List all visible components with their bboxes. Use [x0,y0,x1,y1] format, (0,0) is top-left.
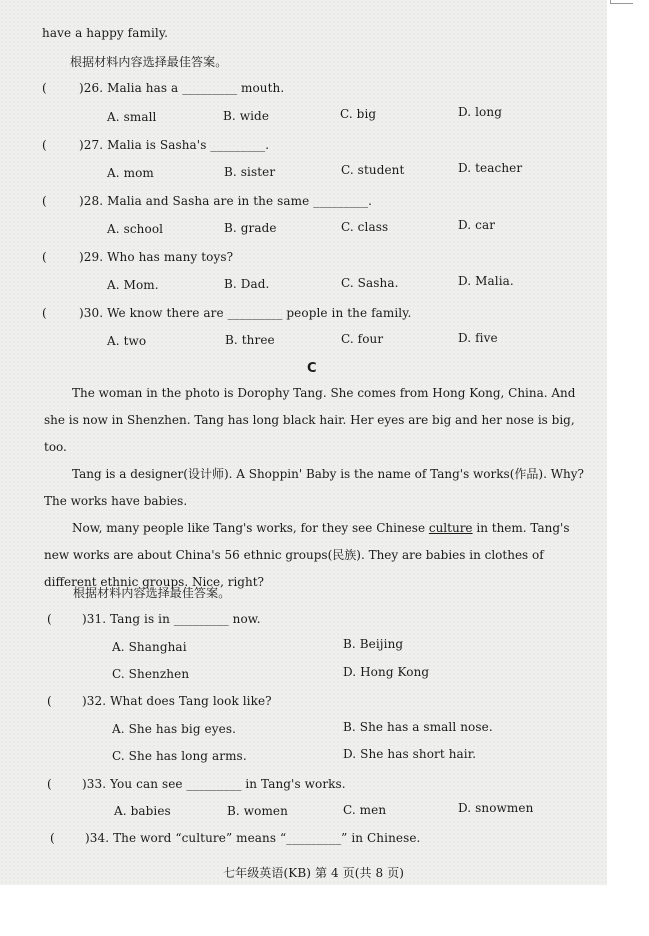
passage-c [44,380,589,596]
passage-b-last-line: have a happy family. [42,26,169,40]
option-c[interactable]: C. She has long arms. [112,749,247,763]
question-stem: )34. The word “culture” means “_________” in Chinese. [85,831,421,845]
option-a[interactable]: A. mom [107,166,154,180]
question-stem: )27. Malia is Sasha's _________. [79,138,270,152]
option-d[interactable]: D. five [458,331,498,345]
option-b[interactable]: B. wide [223,109,270,123]
option-d[interactable]: D. teacher [458,161,523,175]
passage-text: in them. Tang's new works are about China's 56 ethnic groups(民族). They are babies in clothes of different ethnic groups. Nice, right? [44,521,570,589]
option-c[interactable]: C. Shenzhen [112,667,190,681]
option-a[interactable]: A. She has big eyes. [112,722,236,736]
passage-paragraph-2: Tang is a designer(设计师). A Shoppin' Baby is the name of Tang's works(作品). Why? The works have babies. [44,467,584,508]
option-d[interactable]: D. long [458,105,502,119]
option-a[interactable]: A. two [107,334,147,348]
question-stem: )26. Malia has a _________ mouth. [79,81,285,95]
answer-paren[interactable]: ( [42,250,47,264]
option-a[interactable]: A. Shanghai [112,640,187,654]
option-c[interactable]: C. big [340,107,377,121]
option-c[interactable]: C. men [343,803,387,817]
question-stem: )30. We know there are _________ people in the family. [79,306,412,320]
question-stem: )29. Who has many toys? [79,250,234,264]
option-a[interactable]: A. small [107,110,157,124]
answer-paren[interactable]: ( [47,777,52,791]
question-stem: )31. Tang is in _________ now. [82,612,261,626]
instruction-c: 根据材料内容选择最佳答案。 [73,586,231,600]
answer-paren[interactable]: ( [42,194,47,208]
answer-paren[interactable]: ( [47,612,52,626]
passage-paragraph-1: The woman in the photo is Dorophy Tang. She comes from Hong Kong, China. And she is now in Shenzhen. Tang has long black hair. Her eyes are big and her nose is big, too. [44,386,576,454]
option-a[interactable]: A. school [107,222,164,236]
option-c[interactable]: C. four [341,332,384,346]
page-footer: 七年级英语(KB) 第 4 页(共 8 页) [223,866,405,880]
option-d[interactable]: D. snowmen [458,801,534,815]
answer-paren[interactable]: ( [47,694,52,708]
question-stem: )32. What does Tang look like? [82,694,272,708]
question-stem: )28. Malia and Sasha are in the same _________. [79,194,373,208]
option-d[interactable]: D. She has short hair. [343,747,477,761]
option-c[interactable]: C. class [341,220,389,234]
answer-paren[interactable]: ( [42,138,47,152]
passage-text: Now, many people like Tang's works, for they see Chinese [72,521,429,535]
answer-paren[interactable]: ( [42,81,47,95]
option-b[interactable]: B. Dad. [224,277,270,291]
option-b[interactable]: B. grade [224,221,277,235]
underlined-word: culture [428,521,473,535]
section-heading-c: C [307,361,317,376]
question-stem: )33. You can see _________ in Tang's works. [82,777,346,791]
option-c[interactable]: C. Sasha. [341,276,399,290]
answer-paren[interactable]: ( [42,306,47,320]
option-d[interactable]: D. car [458,218,496,232]
option-b[interactable]: B. three [225,333,275,347]
answer-paren[interactable]: ( [50,831,55,845]
option-b[interactable]: B. Beijing [343,637,404,651]
option-b[interactable]: B. women [227,804,288,818]
option-d[interactable]: D. Malia. [458,274,514,288]
option-b[interactable]: B. She has a small nose. [343,720,493,734]
option-b[interactable]: B. sister [224,165,276,179]
instruction-b: 根据材料内容选择最佳答案。 [70,55,228,69]
option-a[interactable]: A. babies [114,804,171,818]
option-a[interactable]: A. Mom. [107,278,159,292]
scan-edge-mark [610,0,633,4]
option-c[interactable]: C. student [341,163,405,177]
option-d[interactable]: D. Hong Kong [343,665,430,679]
